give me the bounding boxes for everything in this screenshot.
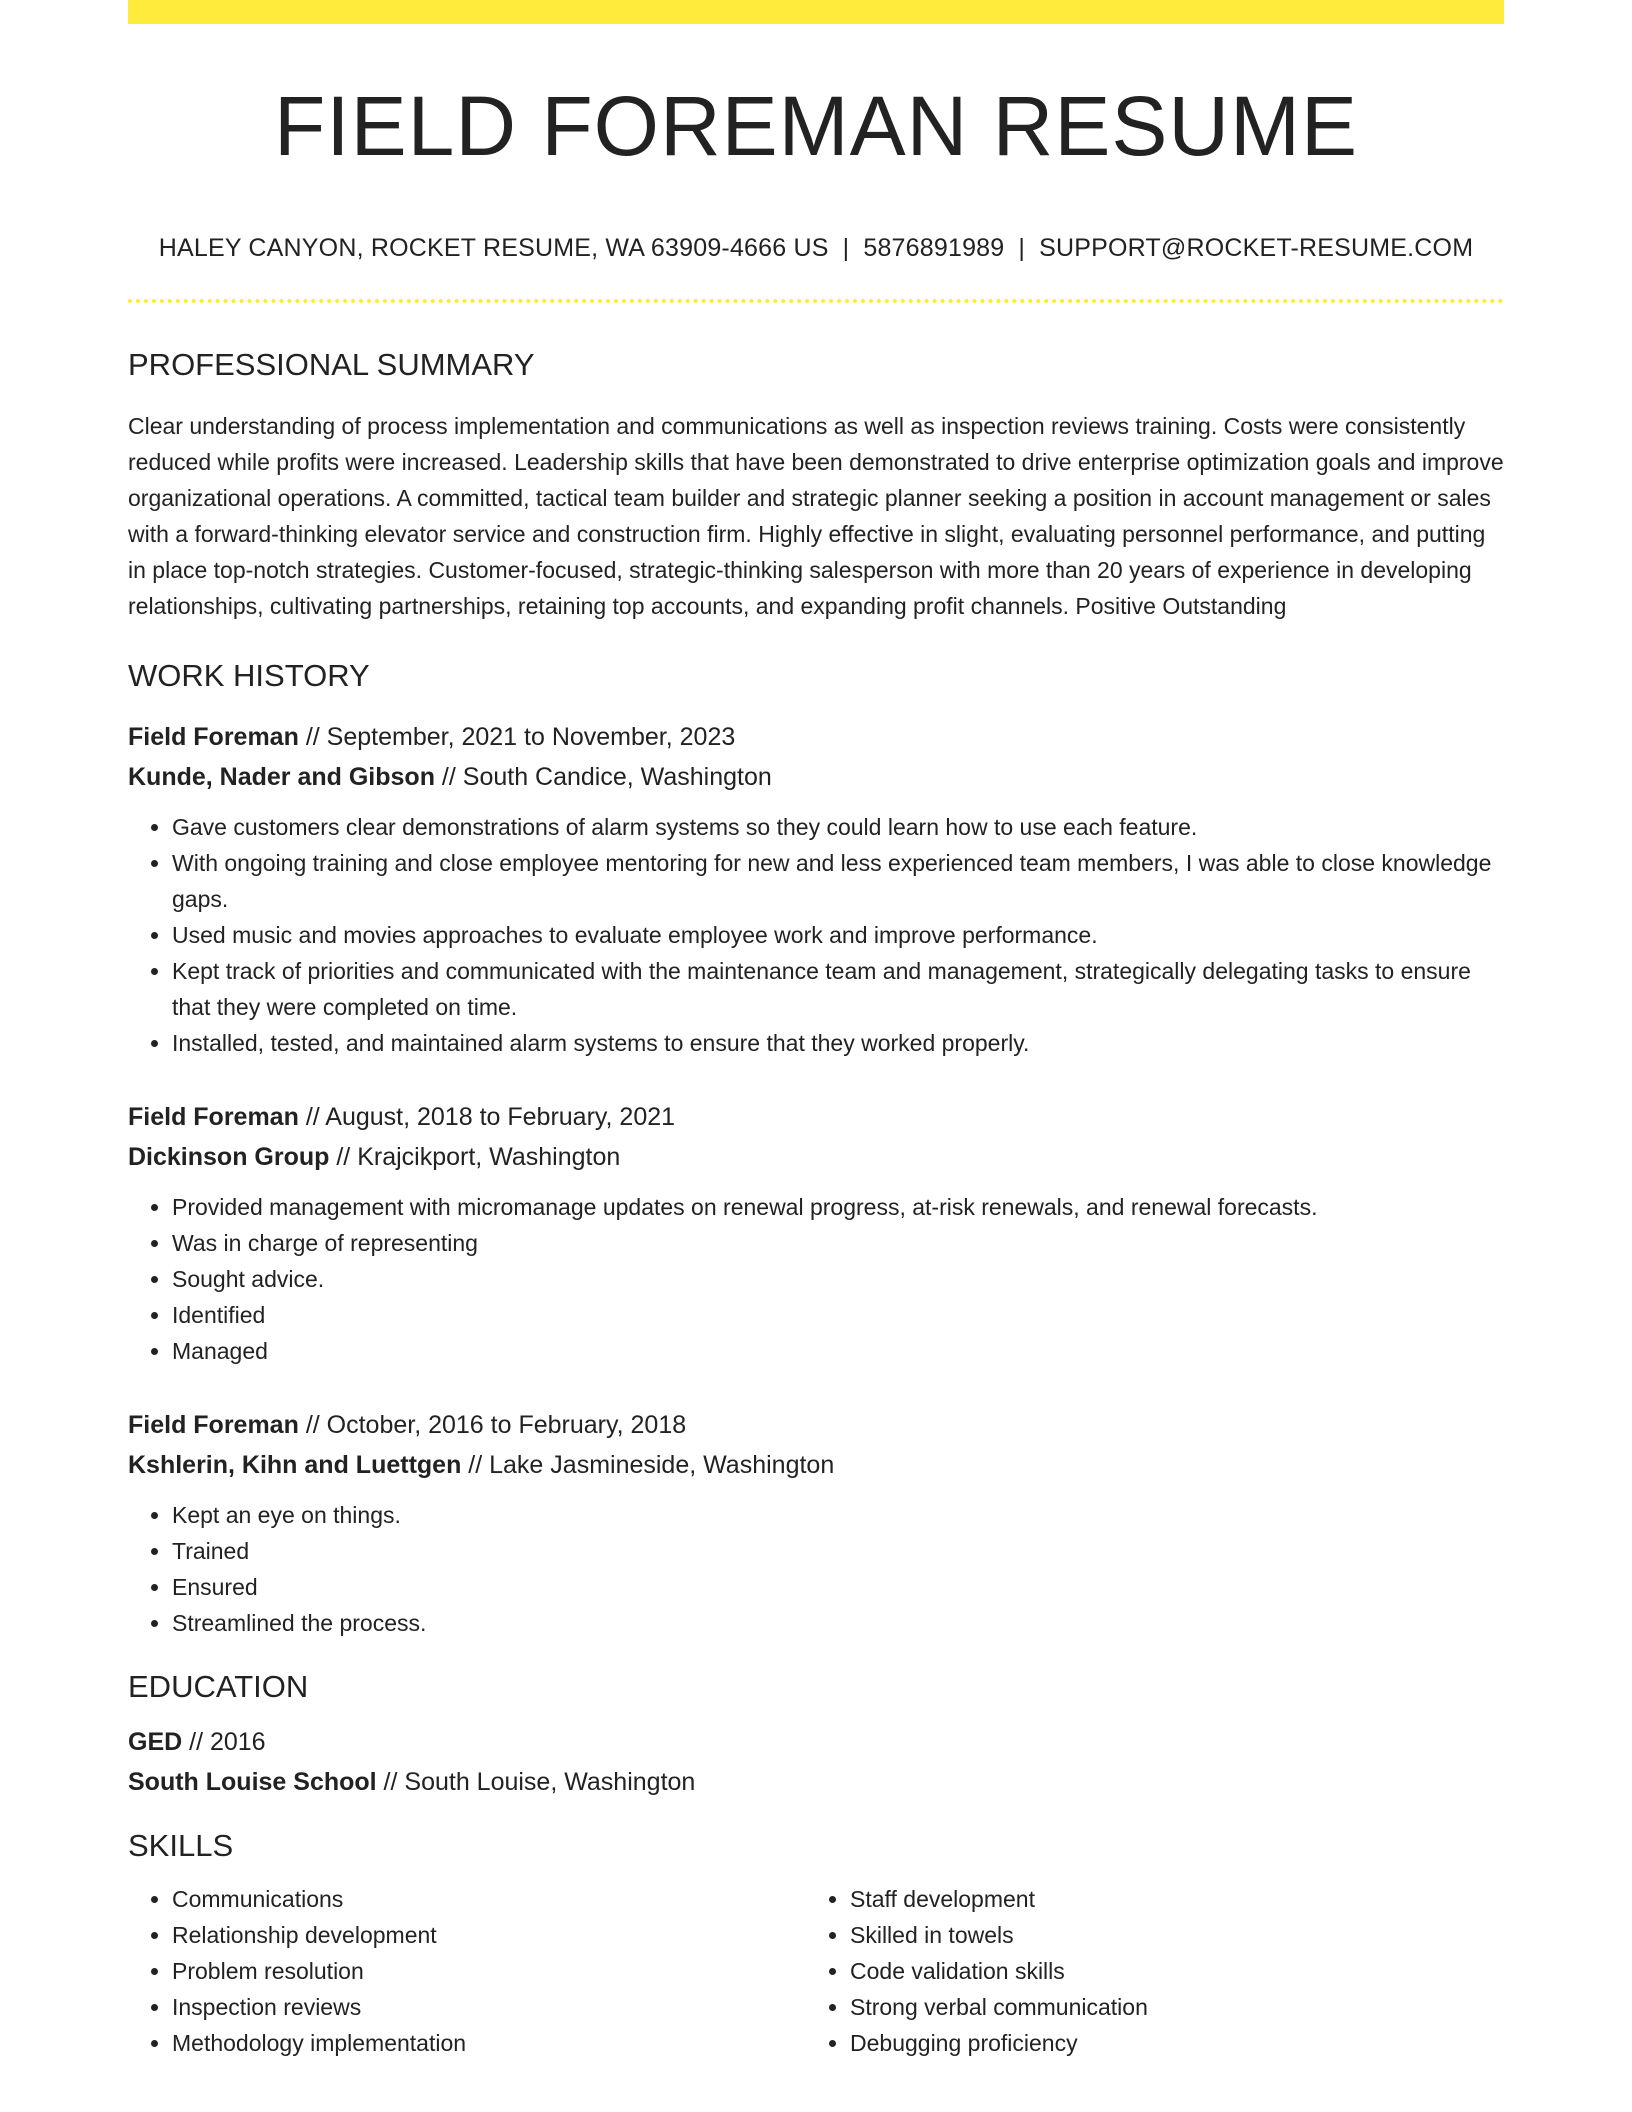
dotted-divider [128,299,1504,303]
education-school: South Louise School [128,1768,377,1796]
skill-item: • Inspection reviews [172,1989,806,2025]
education-degree: GED [128,1728,183,1756]
job-role: Field Foreman [128,1411,299,1439]
summary-text: Clear understanding of process implementation and communications as well as inspection reviews training. Costs were consistently reduced while profits were increased. Leadership skills that have been demonstrated to drive enterprise optimization goals and improve organizational operations. A committed, tactical team builder and strategic planner seeking a position in account management or sales with a forward-thinking elevator service and construction firm. Highly effective in slight, evaluating personnel performance, and putting in place top-notch strategies. Customer-focused, strategic-thinking salesperson with more than 20 years of experience in developing relationships, cultivating partnerships, retaining top accounts, and expanding profit channels. Positive Outstanding [128,413,1504,619]
job-role: Field Foreman [128,1103,299,1131]
skill-item: • Problem resolution [172,1953,806,1989]
list-item: • Streamlined the process. [172,1605,1504,1641]
skill-item: • Debugging proficiency [850,2025,1484,2061]
job-location: // Lake Jasmineside, Washington [461,1451,835,1479]
job-company: Kunde, Nader and Gibson [128,763,435,791]
job-role: Field Foreman [128,723,299,751]
skill-item: • Skilled in towels [850,1917,1484,1953]
job-company: Kshlerin, Kihn and Luettgen [128,1451,462,1479]
list-item: • Sought advice. [172,1261,1504,1297]
skill-item: • Staff development [850,1881,1484,1917]
list-item: • Kept track of priorities and communicated with the maintenance team and management, strategically delegating tasks to ensure that they were completed on time. [172,953,1504,1025]
list-item: • With ongoing training and close employee mentoring for new and less experienced team members, I was able to close knowledge gaps. [172,845,1504,917]
job-dates: // October, 2016 to February, 2018 [298,1411,687,1439]
contact-separator: | [842,234,850,262]
skills-columns [128,1881,1504,2061]
list-item: • Trained [172,1533,1504,1569]
job-location: // South Candice, Washington [434,763,772,791]
job-entry [128,1405,1504,1641]
job-role-line [128,717,1504,757]
job-company-line [128,757,1504,797]
skills-column-right [806,1881,1484,2061]
section-title-skills: SKILLS [128,1828,234,1863]
list-item: • Gave customers clear demonstrations of alarm systems so they could learn how to use each feature. [172,809,1504,845]
contact-phone: 5876891989 [863,234,1005,262]
education-location: // South Louise, Washington [376,1768,696,1796]
education-entry [128,1722,1504,1802]
skill-item: • Communications [172,1881,806,1917]
job-bullets [128,1497,1504,1641]
skill-item: • Strong verbal communication [850,1989,1484,2025]
skill-item: • Methodology implementation [172,2025,806,2061]
list-item: • Provided management with micromanage updates on renewal progress, at-risk renewals, and renewal forecasts. [172,1189,1504,1225]
job-location: // Krajcikport, Washington [329,1143,621,1171]
contact-email: SUPPORT@ROCKET-RESUME.COM [1039,234,1474,262]
skill-item: • Code validation skills [850,1953,1484,1989]
job-role-line [128,1097,1504,1137]
contact-separator: | [1018,234,1026,262]
list-item: • Ensured [172,1569,1504,1605]
education-year: // 2016 [182,1728,266,1756]
resume-title: FIELD FOREMAN RESUME [273,79,1359,173]
list-item: • Installed, tested, and maintained alarm systems to ensure that they worked properly. [172,1025,1504,1061]
job-company: Dickinson Group [128,1143,330,1171]
job-dates: // September, 2021 to November, 2023 [298,723,736,751]
contact-address: HALEY CANYON, ROCKET RESUME, WA 63909-4666 US [158,234,829,262]
job-bullets [128,1189,1504,1369]
job-company-line [128,1445,1504,1485]
list-item: • Identified [172,1297,1504,1333]
list-item: • Was in charge of representing [172,1225,1504,1261]
job-company-line [128,1137,1504,1177]
section-title-work-history: WORK HISTORY [128,658,370,693]
job-entry [128,717,1504,1061]
contact-line [128,236,1504,261]
job-role-line [128,1405,1504,1445]
education-school-line [128,1762,1504,1802]
skill-item: • Relationship development [172,1917,806,1953]
list-item: • Kept an eye on things. [172,1497,1504,1533]
accent-bar [128,0,1504,24]
job-entry [128,1097,1504,1369]
job-bullets [128,809,1504,1061]
job-dates: // August, 2018 to February, 2021 [298,1103,676,1131]
skills-column-left [128,1881,806,2061]
list-item: • Managed [172,1333,1504,1369]
education-degree-line [128,1722,1504,1762]
section-title-education: EDUCATION [128,1669,309,1704]
resume-page [128,0,1504,2061]
list-item: • Used music and movies approaches to evaluate employee work and improve performance. [172,917,1504,953]
section-title-summary: PROFESSIONAL SUMMARY [128,347,535,382]
